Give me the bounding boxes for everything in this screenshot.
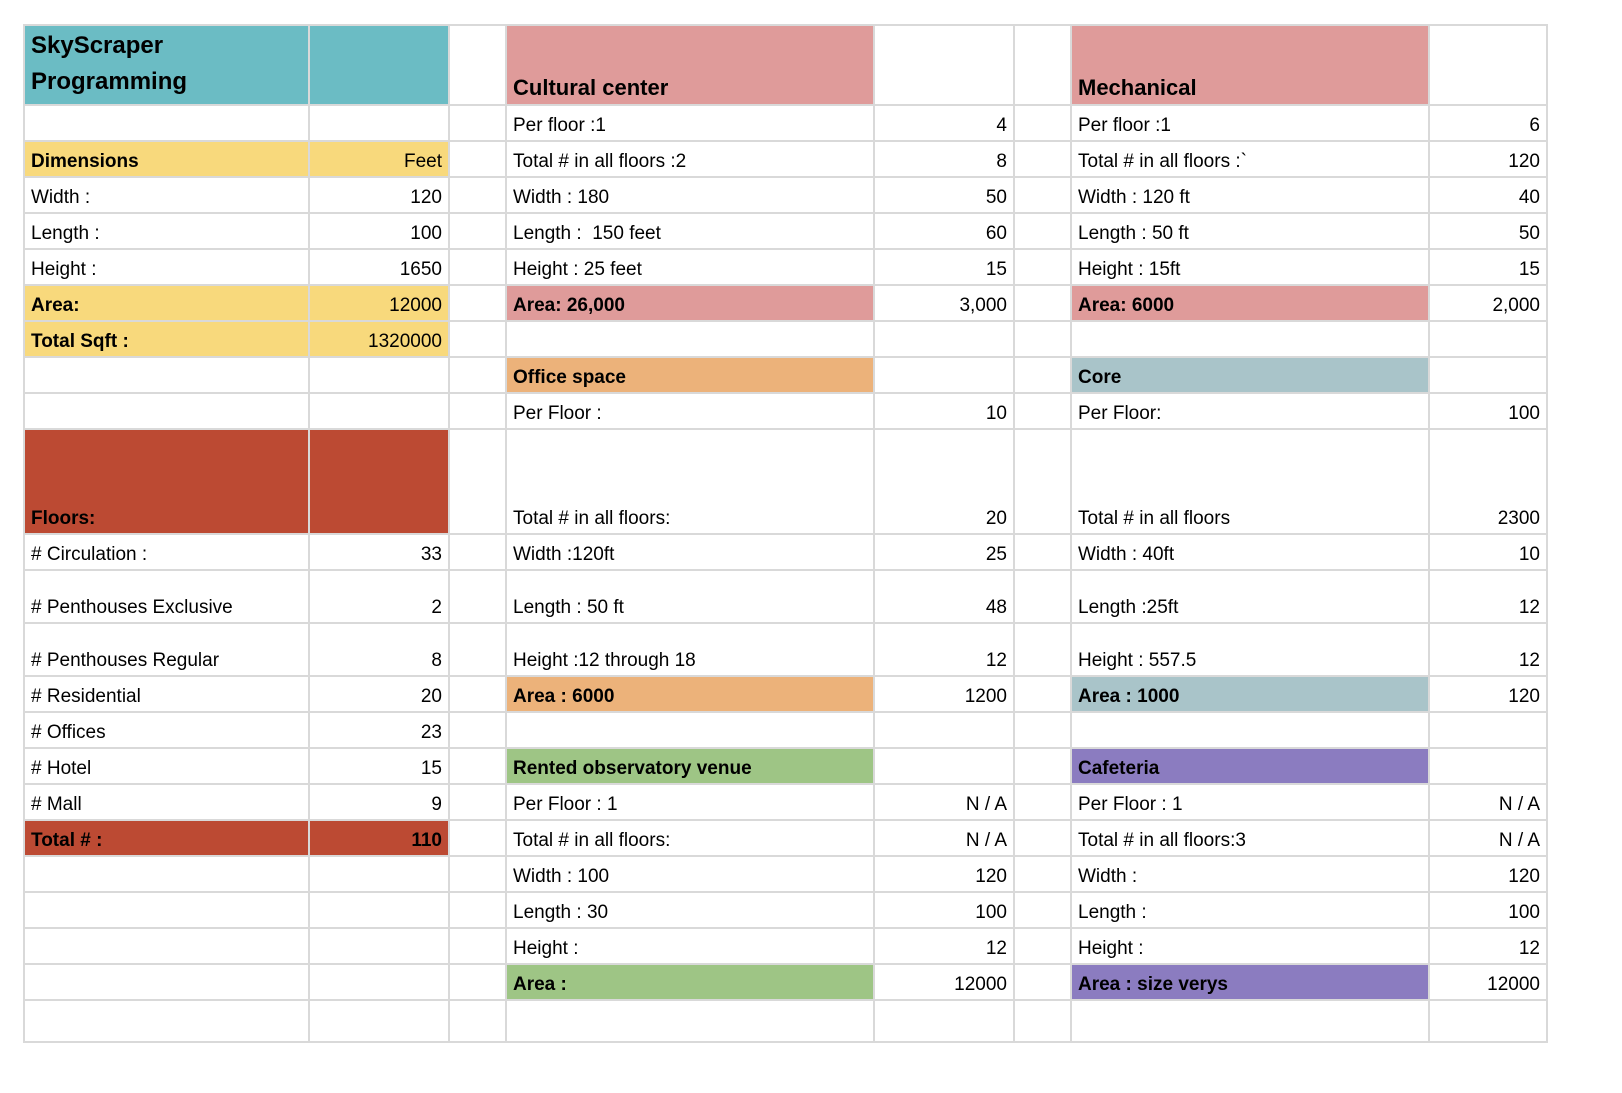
table-row — [24, 820, 1547, 856]
cell[interactable] — [1014, 285, 1071, 321]
row-value[interactable]: 2300 — [1429, 429, 1547, 534]
core-area-label[interactable]: Area : 1000 — [1071, 676, 1429, 712]
row-label[interactable]: Length : 30 — [506, 892, 874, 928]
row-value[interactable]: 120 — [1429, 141, 1547, 177]
cell[interactable] — [449, 570, 506, 623]
cafeteria-area-label[interactable]: Area : size verys — [1071, 964, 1429, 1000]
core-area-value[interactable]: 120 — [1429, 676, 1547, 712]
row-value[interactable]: 20 — [874, 429, 1014, 534]
row-label[interactable]: Per floor :1 — [506, 105, 874, 141]
cell[interactable] — [309, 892, 449, 928]
row-label[interactable]: Length : — [1071, 892, 1429, 928]
row-value[interactable]: 120 — [874, 856, 1014, 892]
table-row — [24, 285, 1547, 321]
row-value[interactable]: N / A — [874, 784, 1014, 820]
row-value[interactable]: 100 — [309, 213, 449, 249]
section-header-cultural-center[interactable]: Cultural center — [506, 25, 874, 105]
cell[interactable] — [874, 1000, 1014, 1042]
row-value[interactable]: 12 — [1429, 623, 1547, 676]
row-label[interactable]: Total # in all floors:3 — [1071, 820, 1429, 856]
cell[interactable] — [1014, 892, 1071, 928]
table-row — [24, 1000, 1547, 1042]
total-sqft-value[interactable]: 1320000 — [309, 321, 449, 357]
cell[interactable] — [1014, 105, 1071, 141]
cell[interactable] — [874, 321, 1014, 357]
row-label[interactable]: # Circulation : — [24, 534, 309, 570]
row-value[interactable]: 120 — [309, 177, 449, 213]
row-label[interactable]: Width : 40ft — [1071, 534, 1429, 570]
row-label[interactable]: # Mall — [24, 784, 309, 820]
row-value[interactable]: N / A — [1429, 784, 1547, 820]
cell[interactable] — [449, 892, 506, 928]
section-header-cafeteria[interactable]: Cafeteria — [1071, 748, 1429, 784]
table-row — [24, 249, 1547, 285]
row-value[interactable]: 20 — [309, 676, 449, 712]
cell[interactable] — [24, 964, 309, 1000]
row-value[interactable]: 12 — [874, 623, 1014, 676]
cell[interactable] — [506, 321, 874, 357]
row-label[interactable]: Height : — [506, 928, 874, 964]
cell[interactable] — [449, 357, 506, 393]
cell[interactable] — [1014, 534, 1071, 570]
cell[interactable] — [874, 357, 1014, 393]
table-row — [24, 321, 1547, 357]
row-label[interactable]: Width : 120 ft — [1071, 177, 1429, 213]
cell[interactable] — [1429, 357, 1547, 393]
table-row — [24, 357, 1547, 393]
cell[interactable] — [1014, 249, 1071, 285]
cultural-center-area-label[interactable]: Area: 26,000 — [506, 285, 874, 321]
cell[interactable] — [1429, 1000, 1547, 1042]
row-label[interactable]: Per Floor : 1 — [506, 784, 874, 820]
row-label[interactable]: Height : — [1071, 928, 1429, 964]
office-space-area-label[interactable]: Area : 6000 — [506, 676, 874, 712]
cell[interactable] — [309, 964, 449, 1000]
cell[interactable] — [449, 676, 506, 712]
cell[interactable] — [1014, 25, 1071, 105]
cell[interactable] — [449, 141, 506, 177]
row-value[interactable]: 48 — [874, 570, 1014, 623]
row-value[interactable]: 4 — [874, 105, 1014, 141]
cell[interactable] — [449, 1000, 506, 1042]
table-row — [24, 570, 1547, 623]
row-label[interactable]: Width : 100 — [506, 856, 874, 892]
cell[interactable] — [1014, 712, 1071, 748]
mechanical-area-value[interactable]: 2,000 — [1429, 285, 1547, 321]
cell[interactable] — [24, 856, 309, 892]
row-value[interactable]: 10 — [874, 393, 1014, 429]
row-value[interactable]: 100 — [1429, 393, 1547, 429]
cell[interactable] — [24, 393, 309, 429]
cell[interactable] — [1429, 712, 1547, 748]
row-value[interactable]: 6 — [1429, 105, 1547, 141]
cell[interactable] — [449, 213, 506, 249]
dimensions-header[interactable]: Dimensions — [24, 141, 309, 177]
row-value[interactable]: 50 — [1429, 213, 1547, 249]
table-row — [24, 928, 1547, 964]
cell[interactable] — [874, 25, 1014, 105]
row-label[interactable]: Width : — [24, 177, 309, 213]
row-value[interactable]: 8 — [874, 141, 1014, 177]
cell[interactable] — [449, 321, 506, 357]
sheet-title[interactable]: SkyScraper Programming — [24, 25, 309, 105]
cell[interactable] — [1014, 570, 1071, 623]
cafeteria-area-value[interactable]: 12000 — [1429, 964, 1547, 1000]
section-header-observatory[interactable]: Rented observatory venue — [506, 748, 874, 784]
row-label[interactable]: Length : — [24, 213, 309, 249]
row-label[interactable]: Per Floor: — [1071, 393, 1429, 429]
cultural-center-area-value[interactable]: 3,000 — [874, 285, 1014, 321]
observatory-area-value[interactable]: 12000 — [874, 964, 1014, 1000]
cell[interactable] — [24, 105, 309, 141]
row-label[interactable]: Length : 50 ft — [1071, 213, 1429, 249]
section-header-core[interactable]: Core — [1071, 357, 1429, 393]
cell[interactable] — [1014, 177, 1071, 213]
cell[interactable] — [1014, 393, 1071, 429]
cell[interactable] — [1014, 321, 1071, 357]
mechanical-area-label[interactable]: Area: 6000 — [1071, 285, 1429, 321]
row-label[interactable]: Height : 15ft — [1071, 249, 1429, 285]
cell[interactable] — [309, 105, 449, 141]
row-label[interactable]: Height : — [24, 249, 309, 285]
dimensions-unit[interactable]: Feet — [309, 141, 449, 177]
cell[interactable] — [1014, 928, 1071, 964]
row-value[interactable]: 33 — [309, 534, 449, 570]
row-value[interactable]: 50 — [874, 177, 1014, 213]
cell[interactable] — [449, 623, 506, 676]
observatory-area-label[interactable]: Area : — [506, 964, 874, 1000]
cell[interactable] — [1071, 712, 1429, 748]
cell[interactable] — [309, 1000, 449, 1042]
row-value[interactable]: 15 — [874, 249, 1014, 285]
table-row — [24, 534, 1547, 570]
cell[interactable] — [449, 534, 506, 570]
row-label[interactable]: Width : 180 — [506, 177, 874, 213]
table-row — [24, 105, 1547, 141]
row-value[interactable]: 40 — [1429, 177, 1547, 213]
row-label[interactable]: Total # in all floors: — [506, 820, 874, 856]
row-label[interactable]: Total # in all floors: — [506, 429, 874, 534]
dimensions-area-value[interactable]: 12000 — [309, 285, 449, 321]
cell[interactable] — [1429, 748, 1547, 784]
row-value[interactable]: 120 — [1429, 856, 1547, 892]
table-row — [24, 25, 1547, 105]
cell[interactable] — [1014, 856, 1071, 892]
cell[interactable] — [1014, 357, 1071, 393]
row-label[interactable]: Total # in all floors :` — [1071, 141, 1429, 177]
floors-total-label[interactable]: Total # : — [24, 820, 309, 856]
row-label[interactable]: # Offices — [24, 712, 309, 748]
floors-header[interactable]: Floors: — [24, 429, 309, 534]
cell[interactable] — [449, 105, 506, 141]
cell[interactable] — [506, 712, 874, 748]
row-label[interactable]: Height :12 through 18 — [506, 623, 874, 676]
row-value[interactable]: 12 — [874, 928, 1014, 964]
cell[interactable] — [874, 712, 1014, 748]
table-row — [24, 856, 1547, 892]
cell[interactable] — [309, 429, 449, 534]
table-row — [24, 177, 1547, 213]
cell[interactable] — [309, 393, 449, 429]
row-label[interactable]: # Residential — [24, 676, 309, 712]
total-sqft-label[interactable]: Total Sqft : — [24, 321, 309, 357]
row-value[interactable]: 8 — [309, 623, 449, 676]
table-row — [24, 964, 1547, 1000]
row-value[interactable]: 10 — [1429, 534, 1547, 570]
dimensions-area-label[interactable]: Area: — [24, 285, 309, 321]
cell[interactable] — [874, 748, 1014, 784]
cell[interactable] — [449, 820, 506, 856]
row-label[interactable]: Total # in all floors — [1071, 429, 1429, 534]
cell[interactable] — [1014, 213, 1071, 249]
cell[interactable] — [1014, 820, 1071, 856]
cell[interactable] — [449, 285, 506, 321]
cell[interactable] — [24, 357, 309, 393]
cell[interactable] — [449, 177, 506, 213]
cell[interactable] — [449, 25, 506, 105]
row-value[interactable]: 12 — [1429, 928, 1547, 964]
table-row — [24, 623, 1547, 676]
row-value[interactable]: 2 — [309, 570, 449, 623]
row-label[interactable]: Width :120ft — [506, 534, 874, 570]
row-value[interactable]: 15 — [1429, 249, 1547, 285]
row-label[interactable]: Length :25ft — [1071, 570, 1429, 623]
row-value[interactable]: 15 — [309, 748, 449, 784]
cell[interactable] — [24, 892, 309, 928]
cell[interactable] — [1014, 623, 1071, 676]
table-row — [24, 748, 1547, 784]
table-row — [24, 712, 1547, 748]
cell[interactable] — [309, 928, 449, 964]
row-value[interactable]: N / A — [874, 820, 1014, 856]
cell[interactable] — [449, 429, 506, 534]
cell[interactable] — [309, 856, 449, 892]
row-value[interactable]: 100 — [1429, 892, 1547, 928]
cell[interactable] — [449, 748, 506, 784]
row-label[interactable]: Length : 150 feet — [506, 213, 874, 249]
cell[interactable] — [449, 249, 506, 285]
row-label[interactable]: Height : 557.5 — [1071, 623, 1429, 676]
cell[interactable] — [1429, 321, 1547, 357]
cell[interactable] — [1429, 25, 1547, 105]
cell[interactable] — [449, 784, 506, 820]
cell[interactable] — [24, 928, 309, 964]
cell[interactable] — [1014, 1000, 1071, 1042]
cell[interactable] — [1014, 676, 1071, 712]
cell[interactable] — [1014, 964, 1071, 1000]
row-value[interactable]: 9 — [309, 784, 449, 820]
row-label[interactable]: Total # in all floors :2 — [506, 141, 874, 177]
table-row — [24, 141, 1547, 177]
row-label[interactable]: # Penthouses Regular — [24, 623, 309, 676]
row-value[interactable]: 60 — [874, 213, 1014, 249]
row-value[interactable]: 1650 — [309, 249, 449, 285]
table-row — [24, 393, 1547, 429]
cell[interactable] — [24, 1000, 309, 1042]
cell[interactable] — [1014, 784, 1071, 820]
row-label[interactable]: Per Floor : 1 — [1071, 784, 1429, 820]
row-label[interactable]: Height : 25 feet — [506, 249, 874, 285]
table-row — [24, 784, 1547, 820]
cell[interactable] — [1071, 1000, 1429, 1042]
cell[interactable] — [449, 964, 506, 1000]
spreadsheet-grid[interactable] — [23, 24, 1548, 1043]
cell[interactable] — [1014, 141, 1071, 177]
row-value[interactable]: 100 — [874, 892, 1014, 928]
row-value[interactable]: N / A — [1429, 820, 1547, 856]
row-value[interactable]: 23 — [309, 712, 449, 748]
section-header-office-space[interactable]: Office space — [506, 357, 874, 393]
section-header-mechanical[interactable]: Mechanical — [1071, 25, 1429, 105]
cell[interactable] — [1014, 748, 1071, 784]
row-label[interactable]: # Hotel — [24, 748, 309, 784]
table-row — [24, 213, 1547, 249]
cell[interactable] — [449, 393, 506, 429]
cell[interactable] — [506, 1000, 874, 1042]
floors-total-value[interactable]: 110 — [309, 820, 449, 856]
office-space-area-value[interactable]: 1200 — [874, 676, 1014, 712]
cell[interactable] — [449, 928, 506, 964]
row-value[interactable]: 12 — [1429, 570, 1547, 623]
cell[interactable] — [1014, 429, 1071, 534]
cell[interactable] — [309, 357, 449, 393]
table-row — [24, 429, 1547, 534]
row-label[interactable]: Per Floor : — [506, 393, 874, 429]
table-row — [24, 676, 1547, 712]
cell[interactable] — [449, 712, 506, 748]
row-label[interactable]: Width : — [1071, 856, 1429, 892]
table-row — [24, 892, 1547, 928]
row-label[interactable]: Per floor :1 — [1071, 105, 1429, 141]
cell[interactable] — [309, 25, 449, 105]
row-label[interactable]: Length : 50 ft — [506, 570, 874, 623]
row-label[interactable]: # Penthouses Exclusive — [24, 570, 309, 623]
cell[interactable] — [1071, 321, 1429, 357]
cell[interactable] — [449, 856, 506, 892]
row-value[interactable]: 25 — [874, 534, 1014, 570]
